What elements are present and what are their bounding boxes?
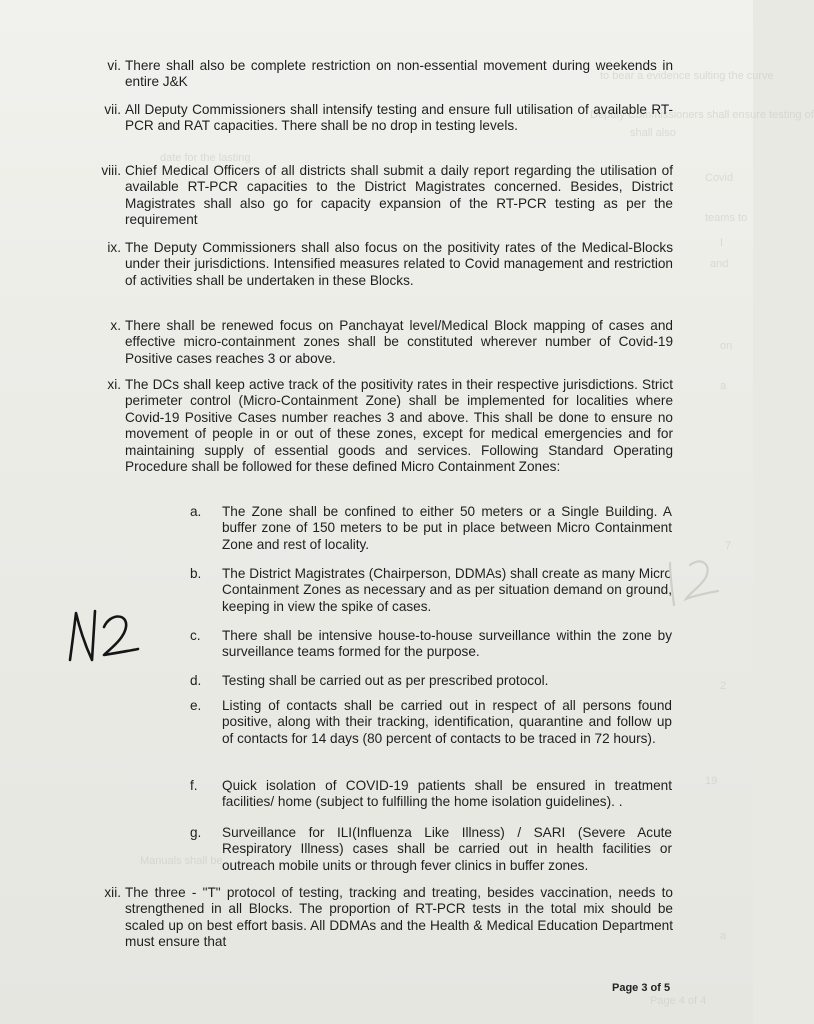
subclause-b (190, 566, 672, 615)
bleed-text: 2 (720, 680, 727, 692)
bleed-text: Covid (705, 172, 734, 184)
page-number: Page 3 of 5 (612, 982, 671, 994)
bleed-text: 19 (705, 775, 718, 787)
clause-xi (107, 377, 673, 475)
subclause-c (190, 628, 672, 661)
subclause-letter: g. (190, 825, 202, 840)
subclause-letter: f. (190, 778, 198, 793)
clause-text: The Deputy Commissioners shall also focus on the positivity rates of the Medical-Blocks under their jurisdictions. Intensified measures related to Covid management and restriction of activities shall be undertaken in these Blocks. (125, 240, 673, 288)
bleed-text: teams to (705, 212, 748, 224)
bleed-text: shall also (630, 127, 676, 139)
bleed-text: Manuals shall be (140, 855, 223, 867)
bleed-text: a (720, 930, 727, 942)
subclause-letter: a. (190, 504, 202, 519)
subclause-text: The Zone shall be confined to either 50 meters or a Single Building. A buffer zone of 150 meters to be put in place between Micro Containment Zone and rest of locality. (222, 504, 672, 552)
bleed-text: and (710, 258, 729, 270)
clause-number: xii. (104, 885, 121, 900)
clause-ix (107, 240, 673, 289)
clause-text: The three - "T" protocol of testing, tracking and treating, besides vaccination, needs to strengthened in all Blocks. The proportion of RT-PCR tests in the total mix should be scaled up on best effort basis. All DDMAs and the Health & Medical Education Department must ensure that (125, 885, 673, 950)
clause-x (110, 318, 673, 367)
clause-number: ix. (107, 240, 121, 255)
bleed-initials (660, 555, 730, 610)
clause-number: xi. (107, 377, 121, 392)
clause-number: vii. (104, 102, 121, 117)
subclause-a (190, 504, 672, 553)
clause-text: The DCs shall keep active track of the positivity rates in their respective jurisdictions. Strict perimeter control (Micro-Containment Zone) shall be implemented for localities where Covid-19 Positive Cases number reaches 3 and above. This shall be done to ensure no movement of people in or out of these zones, except for medical emergencies and for maintaining supply of essential goods and services. Following Standard Operating Procedure shall be followed for these defined Micro Containment Zones: (125, 377, 673, 475)
clause-number: viii. (101, 163, 121, 178)
subclause-text: The District Magistrates (Chairperson, DDMAs) shall create as many Micro Containment Zones as necessary and as per situation demand on ground, keeping in view the spike of cases. (222, 566, 672, 614)
subclause-text: Testing shall be carried out as per prescribed protocol. (222, 673, 549, 688)
subclause-f (190, 778, 672, 811)
subclause-text: Listing of contacts shall be carried out in respect of all persons found positive, along with their tracking, identification, quarantine and follow up of contacts for 14 days (80 percent of contacts to be traced in 72 hours). (222, 698, 672, 746)
bleed-text: 7 (725, 540, 732, 552)
subclause-g (190, 825, 672, 874)
handwritten-initials (62, 605, 142, 665)
subclause-text: Surveillance for ILI(Influenza Like Illness) / SARI (Severe Acute Respiratory Illness) cases shall be carried out in health facilities or outreach mobile units or through fever clinics in buffer zones. (222, 825, 672, 873)
clause-viii (101, 163, 673, 229)
bleed-text: Deputy Commissioners shall ensure testing of (590, 109, 814, 121)
subclause-text: Quick isolation of COVID-19 patients shall be ensured in treatment facilities/ home (subject to fulfilling the home isolation guidelines). . (222, 778, 672, 810)
clause-text: All Deputy Commissioners shall intensify testing and ensure full utilisation of available RT-PCR and RAT capacities. There shall be no drop in testing levels. (125, 102, 673, 134)
subclause-letter: e. (190, 698, 202, 713)
clause-text: There shall be renewed focus on Panchayat level/Medical Block mapping of cases and effective micro-containment zones shall be constituted wherever number of Covid-19 Positive cases reaches 3 or above. (125, 318, 673, 366)
subclause-text: There shall be intensive house-to-house surveillance within the zone by surveillance teams formed for the purpose. (222, 628, 672, 660)
clause-text: There shall also be complete restriction on non-essential movement during weekends in entire J&K (125, 58, 673, 90)
bleed-text: on (720, 340, 733, 352)
clause-number: vi. (107, 58, 121, 73)
clause-number: x. (110, 318, 121, 333)
clause-vi (107, 58, 673, 91)
bleed-text: Page 4 of 4 (650, 995, 707, 1007)
clause-xii (104, 885, 673, 951)
bleed-text: a (720, 380, 727, 392)
subclause-letter: b. (190, 566, 202, 581)
clause-vii (104, 102, 673, 135)
subclause-letter: c. (190, 628, 201, 643)
bleed-text: I (720, 237, 724, 249)
bleed-text: to bear a evidence sulting the curve (600, 70, 774, 82)
subclause-letter: d. (190, 673, 202, 688)
bleed-text: date for the lasting (160, 152, 251, 164)
subclause-d (190, 673, 672, 689)
clause-text: Chief Medical Officers of all districts shall submit a daily report regarding the utilisation of available RT-PCR capacities to the District Magistrates concerned. Besides, District Magistrates shall also go for capacity expansion of the RT-PCR testing as per the requirement (125, 163, 673, 228)
subclause-e (190, 698, 672, 747)
